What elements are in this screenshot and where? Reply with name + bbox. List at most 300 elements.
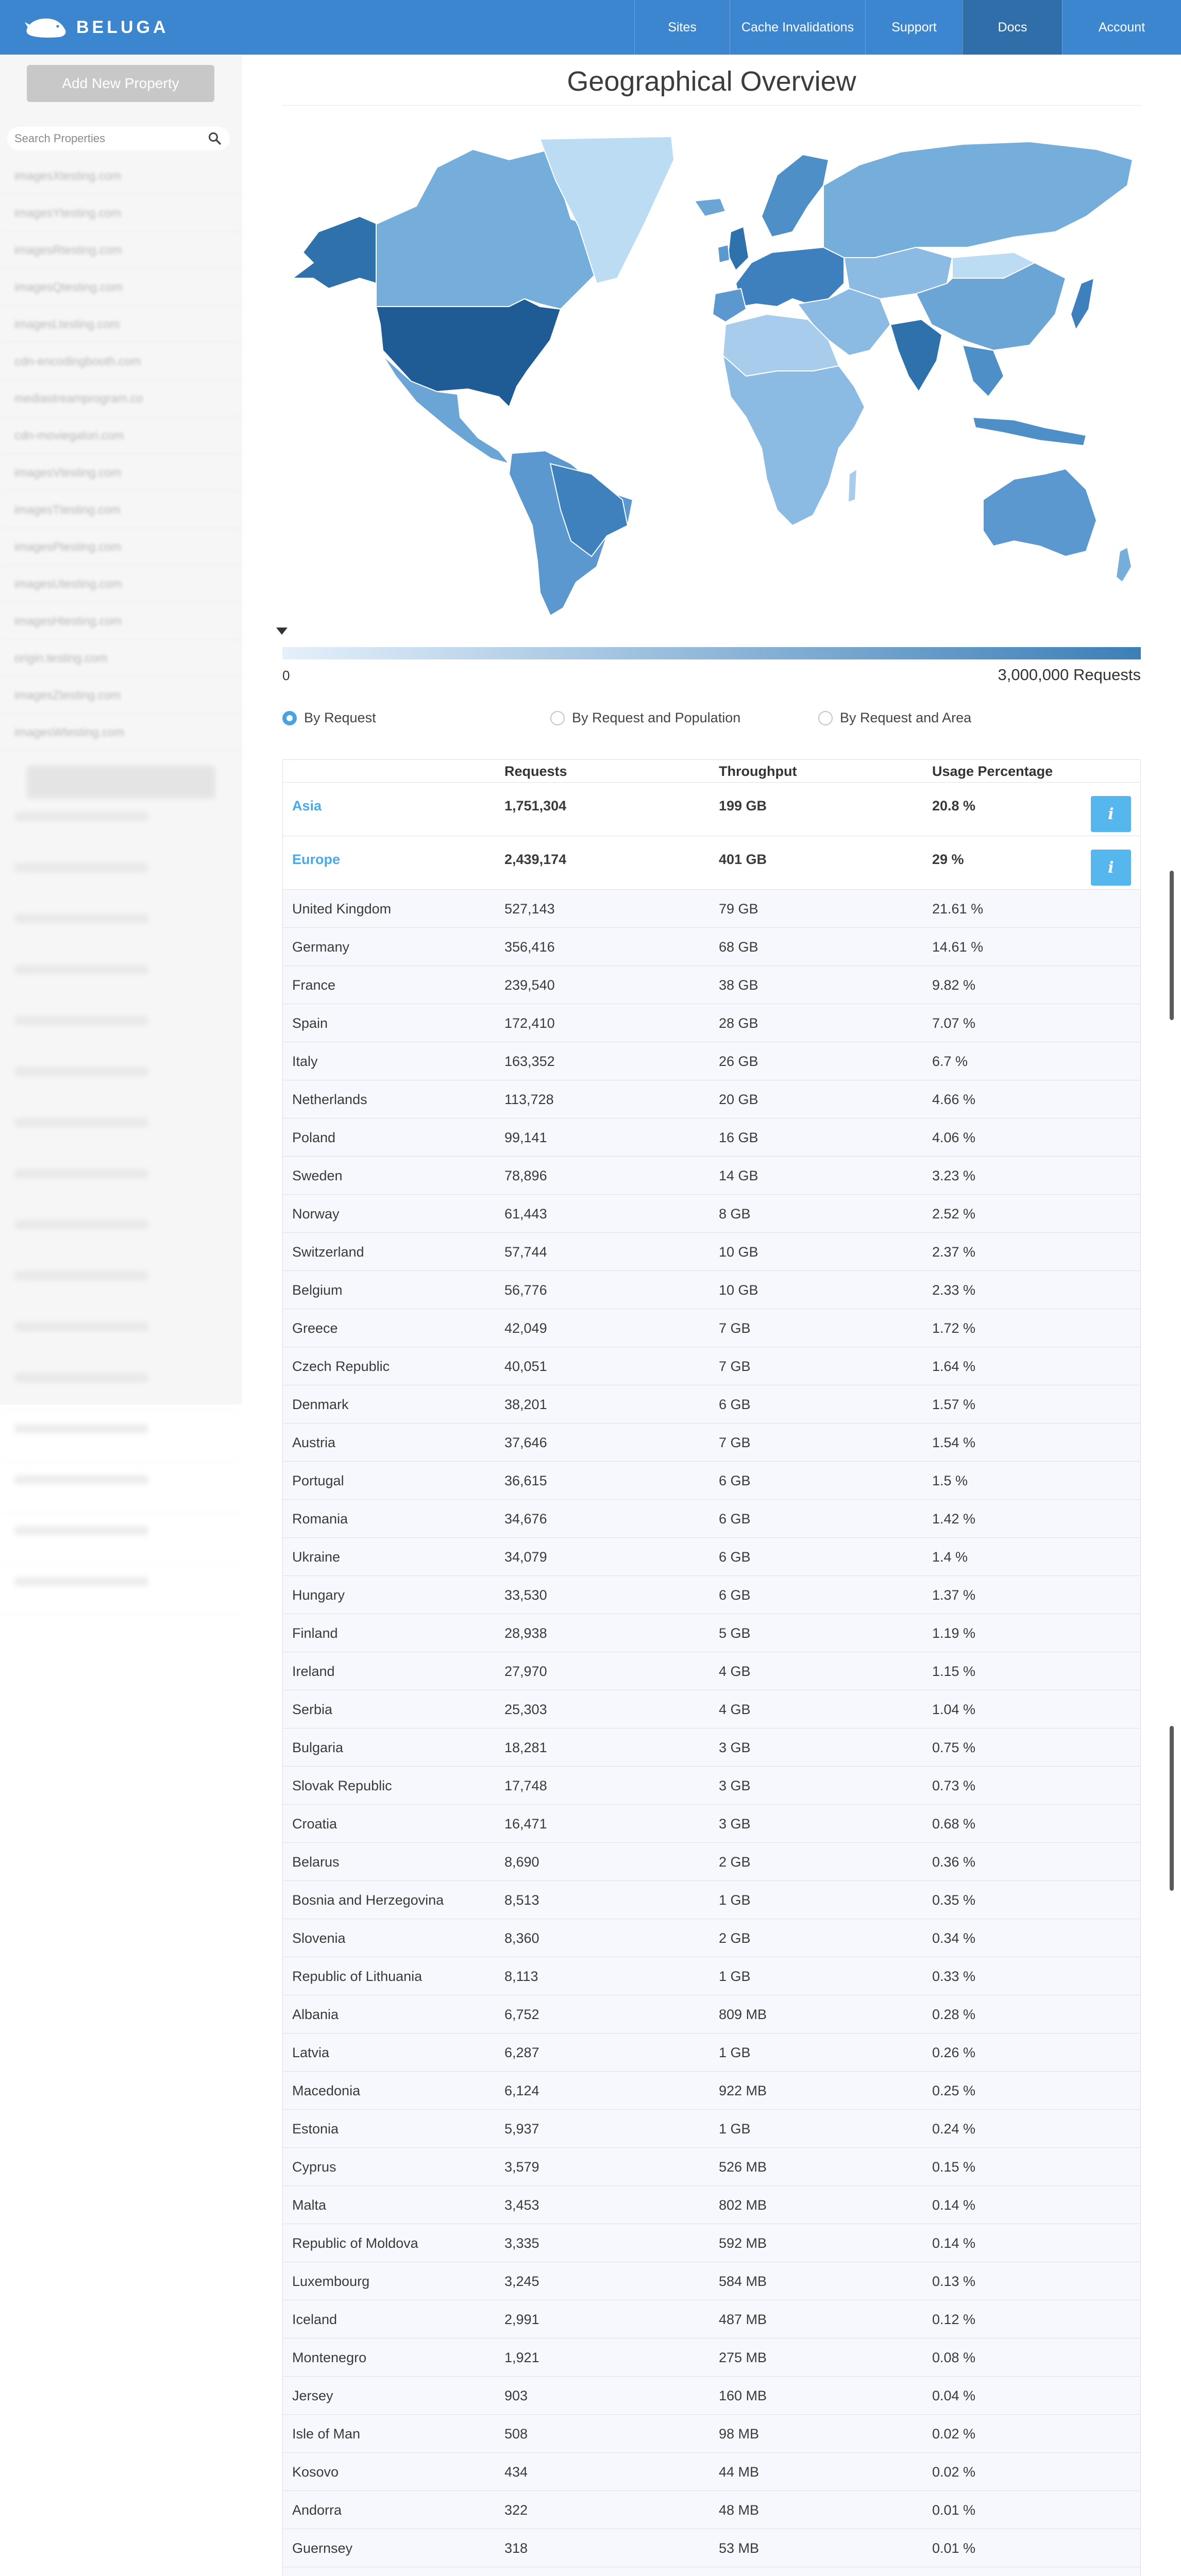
property-item[interactable]: imagesXtesting.com (0, 158, 242, 195)
country-name: Belgium (292, 1282, 343, 1298)
usage-percentage-value: 0.01 % (932, 2502, 976, 2518)
country-row (283, 2377, 1140, 2415)
country-row (283, 1652, 1140, 1690)
usage-percentage-value: 4.06 % (932, 1129, 976, 1145)
ghost-button (27, 766, 215, 799)
ghost-line (0, 1220, 242, 1258)
country-name: Bulgaria (292, 1739, 344, 1755)
throughput-value: 6 GB (719, 1472, 751, 1488)
throughput-value: 1 GB (719, 1968, 751, 1984)
country-row (283, 1995, 1140, 2033)
country-name: Finland (292, 1625, 338, 1641)
region-row[interactable] (283, 783, 1140, 836)
throughput-value: 4 GB (719, 1701, 751, 1717)
map-region-madagascar (848, 469, 857, 502)
geo-stats-table (282, 759, 1141, 2576)
usage-percentage-value: 20.8 % (932, 798, 976, 814)
requests-value: 3,335 (504, 2235, 539, 2251)
legend-max-label: 3,000,000 Requests (998, 666, 1141, 684)
throughput-value: 584 MB (719, 2273, 767, 2289)
throughput-value: 199 GB (719, 798, 767, 814)
table-header-row (283, 760, 1140, 783)
requests-value: 6,124 (504, 2082, 539, 2098)
throughput-value: 26 GB (719, 1053, 758, 1069)
search-properties-field[interactable] (7, 127, 230, 150)
country-name: Ireland (292, 1663, 335, 1679)
requests-value: 33,530 (504, 1587, 547, 1603)
requests-value: 25,303 (504, 1701, 547, 1717)
legend-min-label: 0 (282, 668, 290, 683)
country-row (283, 1500, 1140, 1538)
map-region-usa (376, 299, 561, 407)
country-name: Bosnia and Herzegovina (292, 1892, 444, 1908)
requests-value: 5,937 (504, 2121, 539, 2137)
usage-percentage-value: 0.01 % (932, 2540, 976, 2556)
radio-label: By Request and Population (572, 710, 741, 725)
requests-value: 56,776 (504, 1282, 547, 1298)
ghost-line (0, 1526, 242, 1564)
usage-percentage-value: 21.61 % (932, 901, 984, 917)
requests-value: 8,113 (504, 1968, 538, 1984)
throughput-value: 14 GB (719, 1167, 758, 1183)
radio-by-request-and-area[interactable] (818, 710, 971, 726)
requests-value: 113,728 (504, 1091, 554, 1107)
country-row (283, 966, 1140, 1004)
throughput-value: 160 MB (719, 2387, 767, 2403)
region-row[interactable] (283, 836, 1140, 890)
property-item[interactable]: mediastreamprogram.co (0, 380, 242, 417)
usage-percentage-value: 0.33 % (932, 1968, 976, 1984)
country-name: Iceland (292, 2311, 338, 2327)
scrollbar-thumb[interactable] (1170, 871, 1174, 1020)
map-region-se-asia (963, 345, 1004, 397)
usage-percentage-value: 0.36 % (932, 1854, 976, 1870)
country-row (283, 2491, 1140, 2529)
search-input[interactable]: Search Properties (14, 132, 106, 145)
country-name: Isle of Man (292, 2426, 361, 2442)
brand-name: BELUGA (76, 17, 169, 37)
usage-percentage-value: 0.02 % (932, 2464, 976, 2480)
country-name: Denmark (292, 1396, 349, 1412)
throughput-value: 38 GB (719, 977, 758, 993)
country-row (283, 1957, 1140, 1995)
requests-value: 356,416 (504, 939, 555, 955)
country-row (283, 2415, 1140, 2453)
ghost-line (0, 1067, 242, 1105)
country-row (283, 1919, 1140, 1957)
usage-percentage-value: 2.33 % (932, 1282, 976, 1298)
requests-value: 3,453 (504, 2197, 539, 2213)
requests-value: 3,245 (504, 2273, 539, 2289)
country-name: Austria (292, 1434, 336, 1450)
usage-percentage-value: 3.23 % (932, 1167, 976, 1183)
country-row (283, 1576, 1140, 1614)
country-row (283, 2148, 1140, 2186)
requests-value: 318 (504, 2540, 528, 2556)
country-row (283, 1423, 1140, 1462)
usage-percentage-value: 0.08 % (932, 2349, 976, 2365)
property-item[interactable]: imagesHtesting.com (0, 603, 242, 640)
usage-percentage-value: 1.64 % (932, 1358, 976, 1374)
country-name: Albania (292, 2006, 339, 2022)
throughput-value: 6 GB (719, 1396, 751, 1412)
country-row (283, 2338, 1140, 2377)
usage-percentage-value: 0.25 % (932, 2082, 976, 2098)
requests-value: 16,471 (504, 1816, 547, 1832)
property-item[interactable]: origin.testing.com (0, 640, 242, 677)
property-item[interactable]: cdn-encodingbooth.com (0, 343, 242, 380)
requests-value: 57,744 (504, 1244, 547, 1260)
requests-value: 8,690 (504, 1854, 539, 1870)
legend-caret-icon (276, 628, 288, 635)
property-item[interactable]: imagesWtesting.com (0, 714, 242, 751)
usage-percentage-value: 1.4 % (932, 1549, 968, 1565)
brand-logo[interactable] (25, 14, 169, 41)
requests-value: 99,141 (504, 1129, 547, 1145)
throughput-value: 3 GB (719, 1777, 751, 1793)
main-nav (634, 0, 1181, 55)
region-name[interactable]: Europe (292, 851, 341, 867)
radio-button[interactable] (550, 711, 565, 725)
country-name: Kosovo (292, 2464, 339, 2480)
requests-value: 2,439,174 (504, 851, 567, 867)
usage-percentage-value: 1.5 % (932, 1472, 968, 1488)
requests-value: 527,143 (504, 901, 555, 917)
country-name: Malta (292, 2197, 327, 2213)
property-item[interactable]: imagesRtesting.com (0, 232, 242, 269)
requests-value: 6,287 (504, 2044, 539, 2060)
usage-percentage-value: 0.75 % (932, 1739, 976, 1755)
country-row (283, 1080, 1140, 1118)
usage-percentage-value: 0.34 % (932, 1930, 976, 1946)
requests-value: 61,443 (504, 1206, 547, 1222)
property-item[interactable]: cdn-moviegalori.com (0, 417, 242, 454)
radio-button[interactable] (818, 711, 833, 725)
usage-percentage-value: 1.15 % (932, 1663, 976, 1679)
country-name: Guernsey (292, 2540, 353, 2556)
requests-value: 28,938 (504, 1625, 547, 1641)
radio-label: By Request and Area (840, 710, 972, 725)
throughput-value: 7 GB (719, 1434, 751, 1450)
country-name: Andorra (292, 2502, 342, 2518)
country-row (283, 2529, 1140, 2567)
throughput-value: 922 MB (719, 2082, 767, 2098)
throughput-value: 10 GB (719, 1244, 758, 1260)
beluga-whale-icon (25, 14, 69, 41)
ghost-line (0, 1475, 242, 1513)
country-name: Republic of Moldova (292, 2235, 418, 2251)
throughput-value: 68 GB (719, 939, 758, 955)
country-name: Netherlands (292, 1091, 367, 1107)
requests-value: 508 (504, 2426, 528, 2442)
country-name: Belarus (292, 1854, 340, 1870)
country-name: Slovak Republic (292, 1777, 392, 1793)
usage-percentage-value (932, 2567, 975, 2576)
ghost-line (0, 1322, 242, 1360)
country-name: Poland (292, 1129, 336, 1145)
radio-by-request[interactable] (282, 710, 376, 726)
column-header-requests: Requests (504, 763, 567, 779)
usage-percentage-value: 0.15 % (932, 2159, 976, 2175)
usage-percentage-value: 0.35 % (932, 1892, 976, 1908)
usage-percentage-value: 2.52 % (932, 1206, 976, 1222)
map-region-india (890, 319, 942, 392)
usage-percentage-value: 2.37 % (932, 1244, 976, 1260)
property-item[interactable]: imagesLtesting.com (0, 306, 242, 343)
usage-percentage-value: 14.61 % (932, 939, 984, 955)
requests-value: 78,896 (504, 1167, 547, 1183)
add-new-property-button[interactable]: Add New Property (27, 65, 214, 102)
usage-percentage-value: 1.72 % (932, 1320, 976, 1336)
country-row (283, 1881, 1140, 1919)
region-info-button[interactable]: i (1091, 796, 1131, 832)
map-region-russia (823, 142, 1133, 258)
throughput-value: 6 GB (719, 1587, 751, 1603)
requests-value: 1,921 (504, 2349, 539, 2365)
throughput-value: 10 GB (719, 1282, 758, 1298)
radio-button[interactable] (282, 711, 297, 725)
throughput-value: 592 MB (719, 2235, 767, 2251)
nav-cache-invalidations[interactable]: Cache Invalidations (730, 0, 865, 55)
map-region-australia (983, 469, 1096, 556)
throughput-value: 79 GB (719, 901, 758, 917)
country-row (283, 1157, 1140, 1195)
ghost-line (0, 1271, 242, 1309)
requests-value: 239,540 (504, 977, 555, 993)
usage-percentage-value: 1.42 % (932, 1511, 976, 1527)
throughput-value: 4 GB (719, 1663, 751, 1679)
throughput-value: 401 GB (719, 851, 767, 867)
country-name: Slovenia (292, 1930, 346, 1946)
sidebar (0, 55, 242, 1404)
country-name: Serbia (292, 1701, 333, 1717)
usage-percentage-value: 0.26 % (932, 2044, 976, 2060)
throughput-value: 48 MB (719, 2502, 760, 2518)
country-name: Germany (292, 939, 350, 955)
country-name: Republic of Lithuania (292, 1968, 423, 1984)
nav-account[interactable]: Account (1062, 0, 1181, 55)
throughput-value: 275 MB (719, 2349, 767, 2365)
map-region-ireland (718, 245, 730, 263)
throughput-value: 1 GB (719, 2121, 751, 2137)
country-name: Macedonia (292, 2082, 361, 2098)
country-row (283, 1690, 1140, 1728)
country-name: Greece (292, 1320, 338, 1336)
country-name: Estonia (292, 2121, 339, 2137)
map-region-europe (736, 247, 844, 307)
throughput-value: 2 GB (719, 1854, 751, 1870)
country-name: Jersey (292, 2387, 333, 2403)
ghost-line (0, 914, 242, 952)
throughput-value: 809 MB (719, 2006, 767, 2022)
country-row (283, 1385, 1140, 1423)
nav-docs[interactable]: Docs (963, 0, 1062, 55)
usage-percentage-value: 0.14 % (932, 2197, 976, 2213)
country-row (283, 2300, 1140, 2338)
ghost-line (0, 965, 242, 1003)
usage-percentage-value: 1.04 % (932, 1701, 976, 1717)
requests-value: 6,752 (504, 2006, 539, 2022)
property-item[interactable]: imagesPtesting.com (0, 529, 242, 566)
throughput-value: 28 GB (719, 1015, 758, 1031)
nav-sites[interactable]: Sites (634, 0, 730, 55)
requests-value: 434 (504, 2464, 528, 2480)
usage-percentage-value: 0.24 % (932, 2121, 976, 2137)
country-name: Switzerland (292, 1244, 364, 1260)
requests-value: 27,970 (504, 1663, 547, 1679)
throughput-value: 7 GB (719, 1358, 751, 1374)
requests-value: 322 (504, 2502, 528, 2518)
map-region-iceland (695, 198, 726, 216)
country-name: Latvia (292, 2044, 330, 2060)
usage-percentage-value: 29 % (932, 851, 964, 867)
usage-percentage-value: 0.12 % (932, 2311, 976, 2327)
country-name: Croatia (292, 1816, 338, 1832)
usage-percentage-value: 0.73 % (932, 1777, 976, 1793)
throughput-value: 16 GB (719, 1129, 758, 1145)
ghost-line (0, 1169, 242, 1207)
scrollbar-thumb[interactable] (1170, 1726, 1174, 1891)
country-row (283, 890, 1140, 928)
requests-value: 36,615 (504, 1472, 547, 1488)
property-item[interactable]: imagesZtesting.com (0, 677, 242, 714)
throughput-value: 3 GB (719, 1816, 751, 1832)
country-name: Czech Republic (292, 1358, 390, 1374)
usage-percentage-value: 7.07 % (932, 1015, 976, 1031)
country-name: Hungary (292, 1587, 345, 1603)
nav-support[interactable]: Support (865, 0, 963, 55)
requests-value: 8,360 (504, 1930, 539, 1946)
map-region-scandinavia (762, 155, 829, 237)
property-item[interactable]: imagesYtesting.com (0, 195, 242, 232)
country-row (283, 2072, 1140, 2110)
country-row (283, 1347, 1140, 1385)
country-row (283, 2567, 1140, 2576)
country-row (283, 1767, 1140, 1805)
country-row (283, 1728, 1140, 1767)
throughput-value: 53 MB (719, 2540, 760, 2556)
sidebar-ghost-panel (0, 750, 242, 1615)
usage-percentage-value: 0.28 % (932, 2006, 976, 2022)
region-name[interactable]: Asia (292, 798, 322, 814)
usage-percentage-value: 0.14 % (932, 2235, 976, 2251)
requests-value: 2,991 (504, 2311, 539, 2327)
requests-value: 3,579 (504, 2159, 539, 2175)
requests-value: 163,352 (504, 1053, 555, 1069)
country-row (283, 1118, 1140, 1157)
ghost-line (0, 1373, 242, 1411)
country-name: Cyprus (292, 2159, 336, 2175)
ghost-line (0, 1424, 242, 1462)
country-row (283, 2262, 1140, 2300)
country-row (283, 1805, 1140, 1843)
map-region-indonesia (973, 417, 1086, 446)
country-row (283, 1233, 1140, 1271)
usage-percentage-value: 1.19 % (932, 1625, 976, 1641)
throughput-value: 1 GB (719, 1892, 751, 1908)
map-region-iberia (713, 289, 746, 322)
country-name: Italy (292, 1053, 318, 1069)
country-row (283, 1004, 1140, 1042)
map-mode-radio-group (282, 710, 1141, 731)
throughput-value (719, 2567, 759, 2576)
requests-value: 34,676 (504, 1511, 547, 1527)
requests-value: 903 (504, 2387, 528, 2403)
property-item[interactable]: imagesVtesting.com (0, 454, 242, 492)
region-info-button[interactable]: i (1091, 850, 1131, 886)
ghost-line (0, 1016, 242, 1054)
throughput-value: 1 GB (719, 2044, 751, 2060)
country-row (283, 2453, 1140, 2491)
property-item[interactable]: imagesQtesting.com (0, 269, 242, 306)
throughput-value: 5 GB (719, 1625, 751, 1641)
throughput-value: 6 GB (719, 1511, 751, 1527)
usage-percentage-value: 4.66 % (932, 1091, 976, 1107)
requests-value: 37,646 (504, 1434, 547, 1450)
property-item[interactable]: imagesUtesting.com (0, 566, 242, 603)
country-name: France (292, 977, 336, 993)
country-row (283, 2224, 1140, 2262)
usage-percentage-value: 0.02 % (932, 2426, 976, 2442)
search-icon[interactable] (208, 132, 222, 145)
throughput-value: 8 GB (719, 1206, 751, 1222)
usage-percentage-value: 6.7 % (932, 1053, 968, 1069)
country-row (283, 1195, 1140, 1233)
map-region-africa (723, 355, 865, 526)
usage-percentage-value: 1.37 % (932, 1587, 976, 1603)
country-name: Portugal (292, 1472, 344, 1488)
requests-value: 172,410 (504, 1015, 555, 1031)
ghost-line (0, 1118, 242, 1156)
country-row (283, 2033, 1140, 2072)
country-name: Norway (292, 1206, 340, 1222)
radio-label: By Request (304, 710, 376, 725)
country-name: Romania (292, 1511, 348, 1527)
requests-value: 38,201 (504, 1396, 547, 1412)
country-name: Luxembourg (292, 2273, 370, 2289)
country-row (283, 1042, 1140, 1080)
map-region-japan (1071, 278, 1094, 330)
property-list (0, 158, 242, 751)
usage-percentage-value: 0.68 % (932, 1816, 976, 1832)
throughput-value: 3 GB (719, 1739, 751, 1755)
throughput-value: 20 GB (719, 1091, 758, 1107)
map-region-uk (728, 227, 749, 270)
country-name: Ukraine (292, 1549, 341, 1565)
country-row (283, 2110, 1140, 2148)
country-name (292, 2567, 342, 2576)
map-region-alaska (293, 216, 378, 289)
country-row (283, 1271, 1140, 1309)
requests-value: 8,513 (504, 1892, 539, 1908)
property-item[interactable]: imagesTtesting.com (0, 492, 242, 529)
requests-value: 34,079 (504, 1549, 547, 1565)
country-row (283, 2186, 1140, 2224)
ghost-line (0, 863, 242, 901)
country-name: United Kingdom (292, 901, 392, 917)
top-navbar (0, 0, 1181, 55)
throughput-value: 2 GB (719, 1930, 751, 1946)
world-choropleth-map[interactable] (282, 129, 1141, 618)
requests-value: 18,281 (504, 1739, 547, 1755)
requests-value: 17,748 (504, 1777, 547, 1793)
page-title: Geographical Overview (282, 58, 1141, 106)
usage-percentage-value: 1.54 % (932, 1434, 976, 1450)
map-region-new-zealand (1116, 547, 1132, 582)
usage-percentage-value: 9.82 % (932, 977, 976, 993)
radio-by-request-and-population[interactable] (550, 710, 740, 726)
requests-value: 40,051 (504, 1358, 547, 1374)
